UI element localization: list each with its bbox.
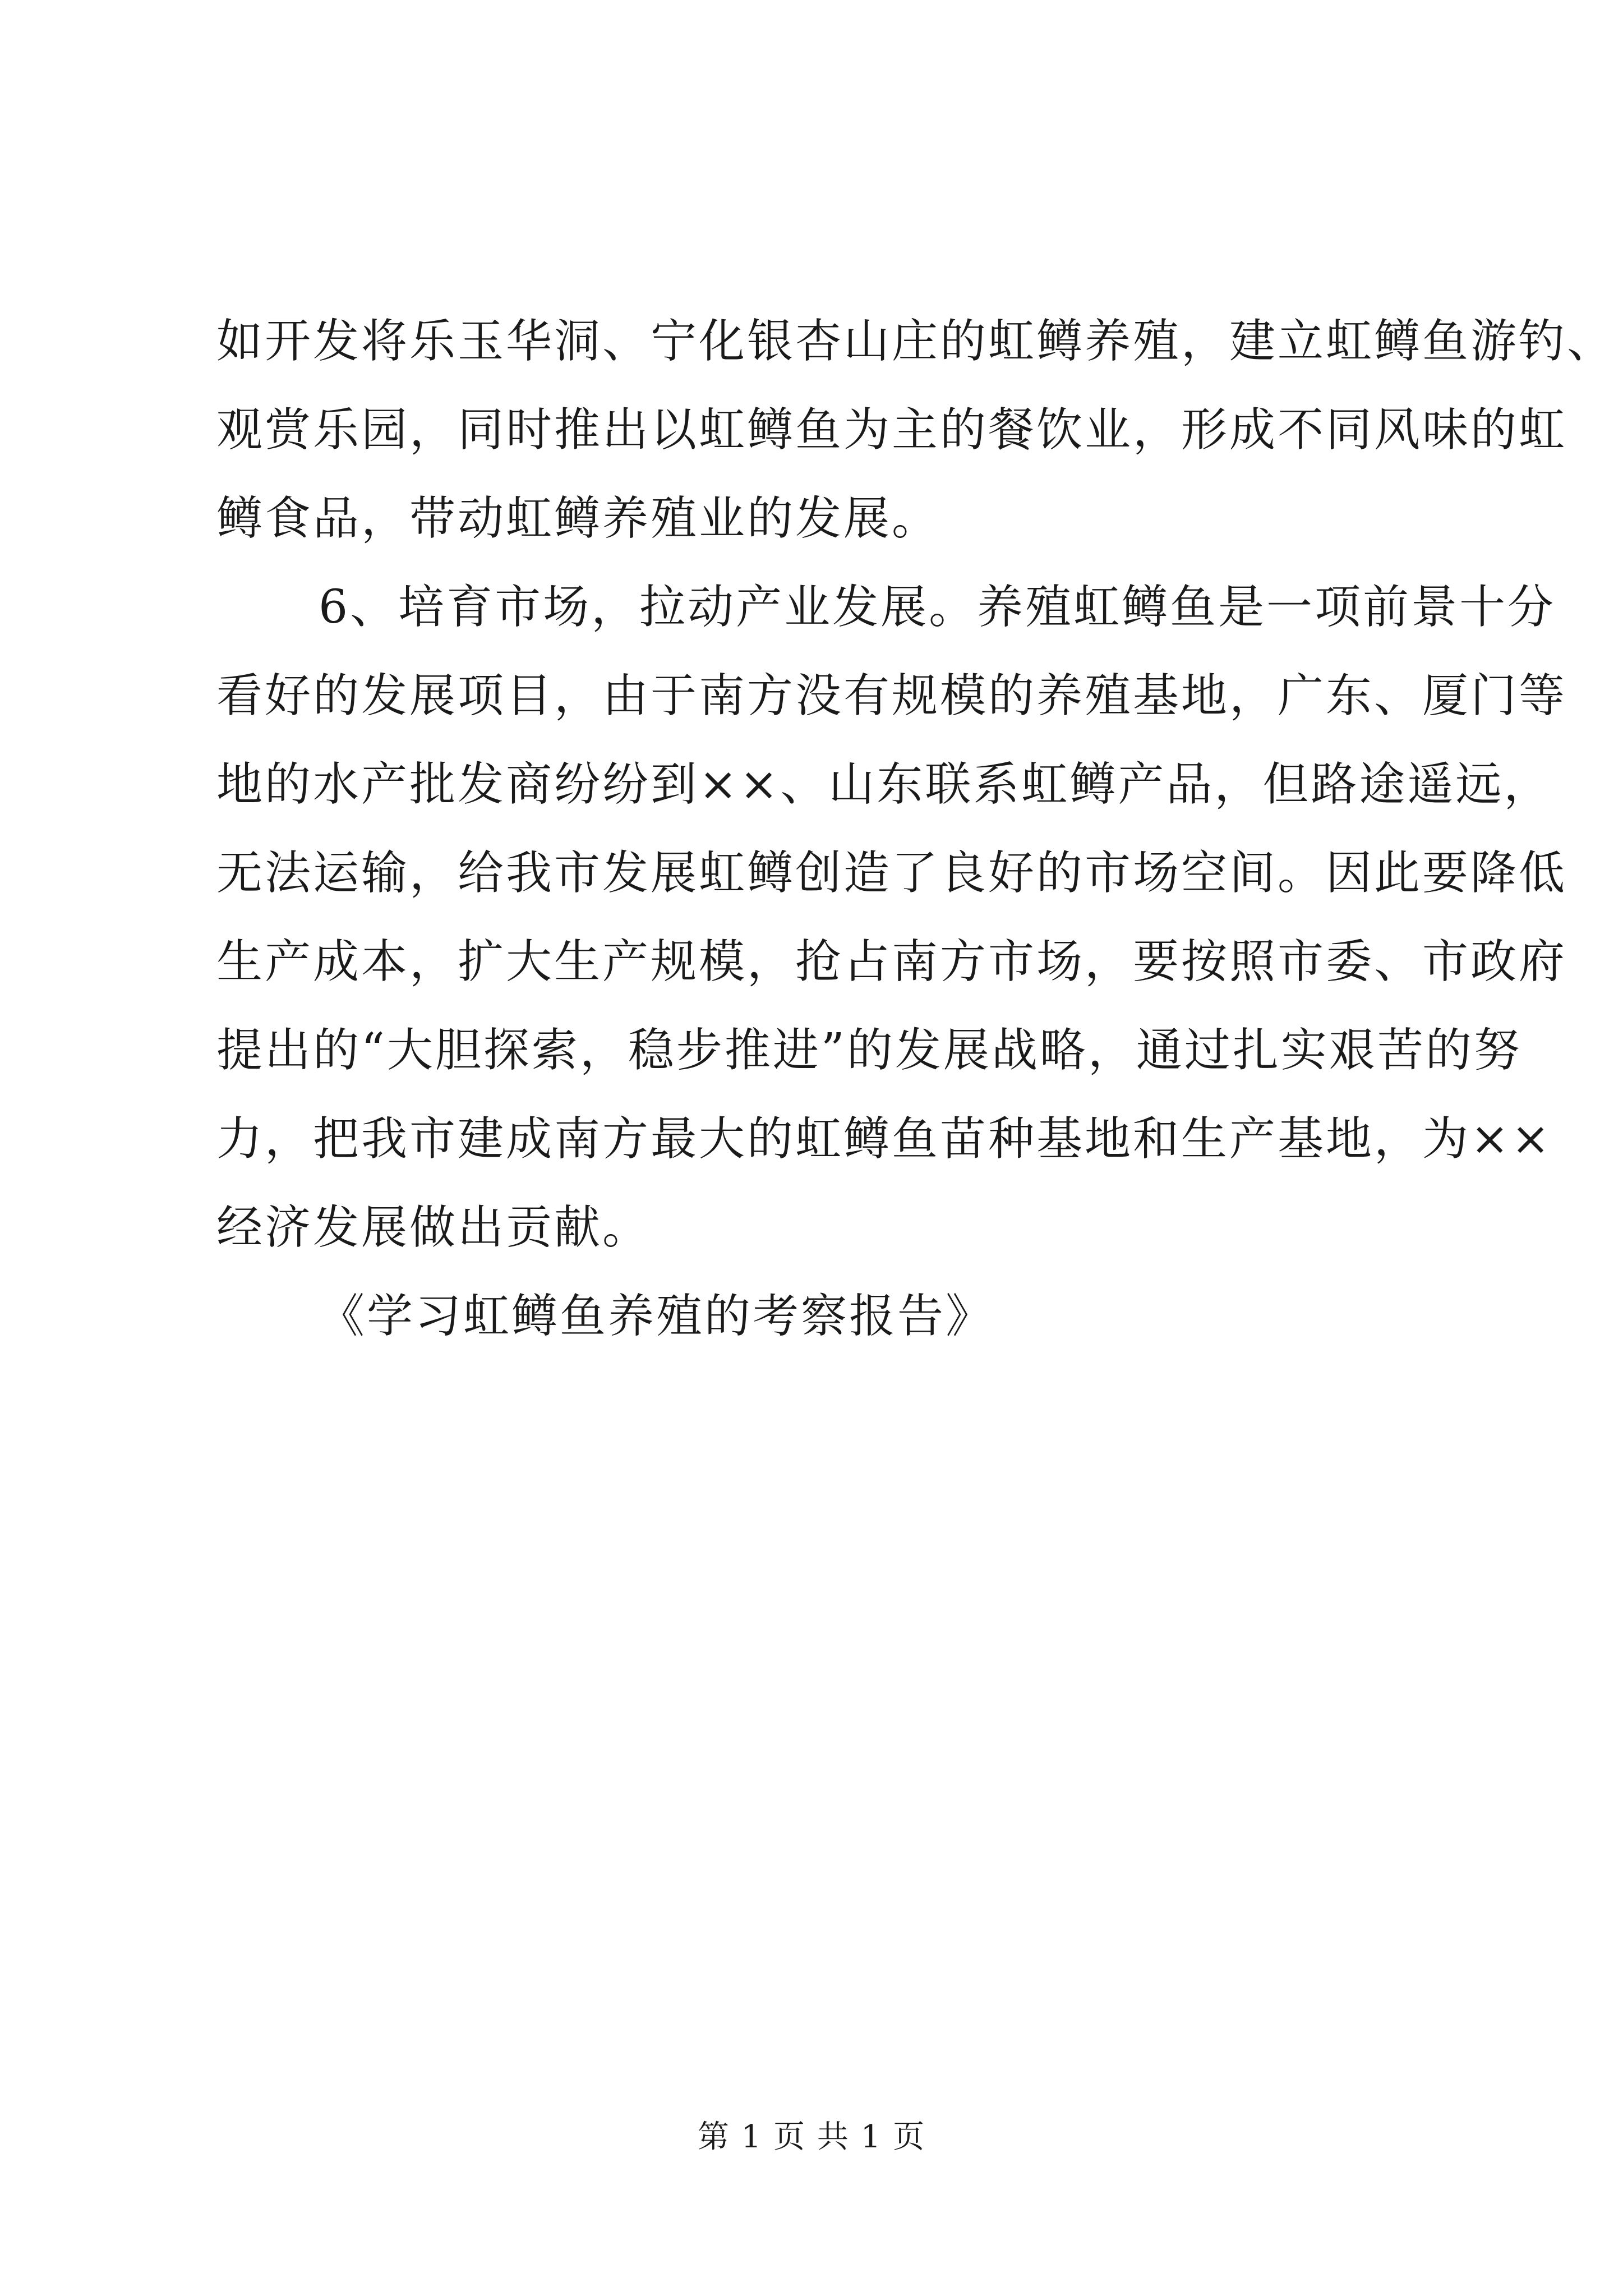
- page-number: 第 1 页 共 1 页: [697, 2119, 926, 2155]
- text-line: 看好的发展项目，由于南方没有规模的养殖基地，广东、厦门等: [216, 669, 1567, 723]
- text-line: 经济发展做出贡献。: [216, 1201, 651, 1254]
- paragraph-1: [216, 297, 1616, 563]
- text-line: 6、培育市场，拉动产业发展。养殖虹鳟鱼是一项前景十分: [319, 581, 1556, 634]
- closing-title: 《学习虹鳟鱼养殖的考察报告》: [319, 1290, 994, 1343]
- paragraph-2: [216, 563, 1567, 1272]
- text-line: 地的水产批发商纷纷到××、山东联系虹鳟产品，但路途遥远，: [216, 758, 1552, 811]
- text-line: 鳟食品，带动虹鳟养殖业的发展。: [216, 492, 940, 545]
- text-line: 提出的“大胆探索，稳步推进”的发展战略，通过扎实艰苦的努: [216, 1024, 1522, 1077]
- text-line: 无法运输，给我市发展虹鳟创造了良好的市场空间。因此要降低: [216, 846, 1567, 900]
- text-line: 如开发将乐玉华洞、宁化银杏山庄的虹鳟养殖，建立虹鳟鱼游钓、: [216, 315, 1616, 368]
- document-body: [216, 297, 1616, 1361]
- text-line: 力，把我市建成南方最大的虹鳟鱼苗种基地和生产基地，为××: [216, 1112, 1552, 1166]
- page-footer: [0, 2115, 1623, 2160]
- text-line: 生产成本，扩大生产规模，抢占南方市场，要按照市委、市政府: [216, 935, 1567, 988]
- text-line: 观赏乐园，同时推出以虹鳟鱼为主的餐饮业，形成不同风味的虹: [216, 403, 1567, 457]
